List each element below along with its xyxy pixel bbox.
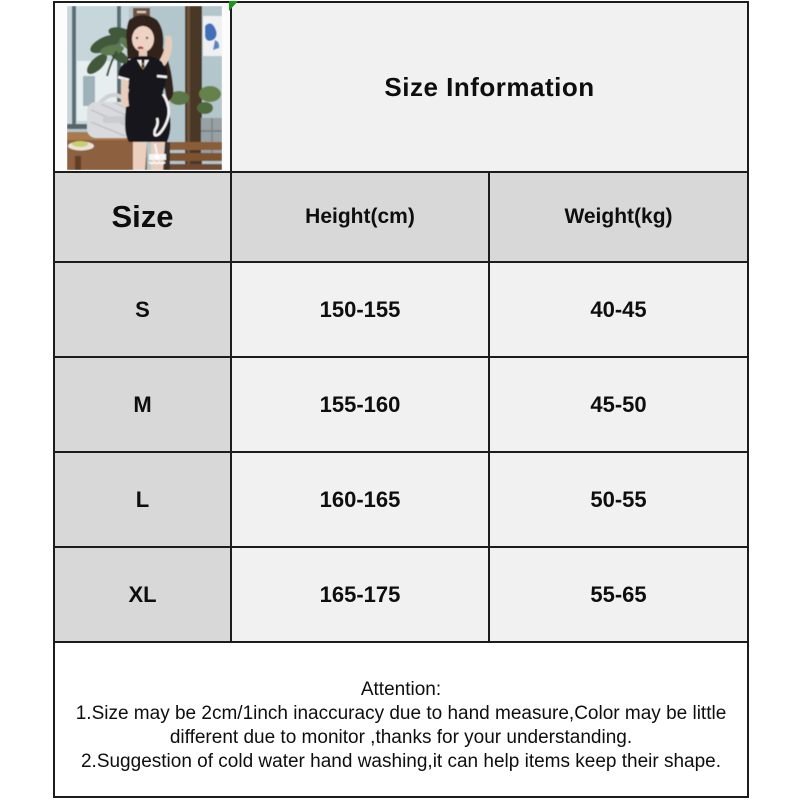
green-corner-marker: [229, 1, 238, 11]
size-label: XL: [54, 547, 231, 642]
height-value: 160-165: [231, 452, 489, 547]
table-row: [54, 452, 748, 547]
header-row: [54, 2, 748, 172]
table-row: [54, 262, 748, 357]
attention-note: [54, 642, 748, 797]
page-title: Size Information: [231, 2, 748, 172]
product-photo: [67, 6, 222, 170]
size-label: M: [54, 357, 231, 452]
table-row: [54, 357, 748, 452]
height-value: 150-155: [231, 262, 489, 357]
size-label: L: [54, 452, 231, 547]
attention-line: 2.Suggestion of cold water hand washing,it can help items keep their shape.: [80, 750, 722, 772]
column-header-row: [54, 172, 748, 262]
column-header-height: Height(cm): [231, 172, 489, 262]
table-row: [54, 547, 748, 642]
attention-heading: Attention:: [360, 678, 442, 700]
weight-value: 55-65: [489, 547, 748, 642]
weight-value: 40-45: [489, 262, 748, 357]
height-value: 155-160: [231, 357, 489, 452]
column-header-weight: Weight(kg): [489, 172, 748, 262]
size-label: S: [54, 262, 231, 357]
size-information-table: [53, 1, 749, 798]
product-photo-cell: [54, 2, 231, 172]
product-photo-illustration: [67, 6, 222, 170]
attention-line: 1.Size may be 2cm/1inch inaccuracy due to hand measure,Color may be little: [75, 702, 727, 724]
column-header-size: Size: [54, 172, 231, 262]
weight-value: 45-50: [489, 357, 748, 452]
attention-line: different due to monitor ,thanks for your understanding.: [169, 726, 633, 748]
height-value: 165-175: [231, 547, 489, 642]
attention-row: [54, 642, 748, 797]
weight-value: 50-55: [489, 452, 748, 547]
